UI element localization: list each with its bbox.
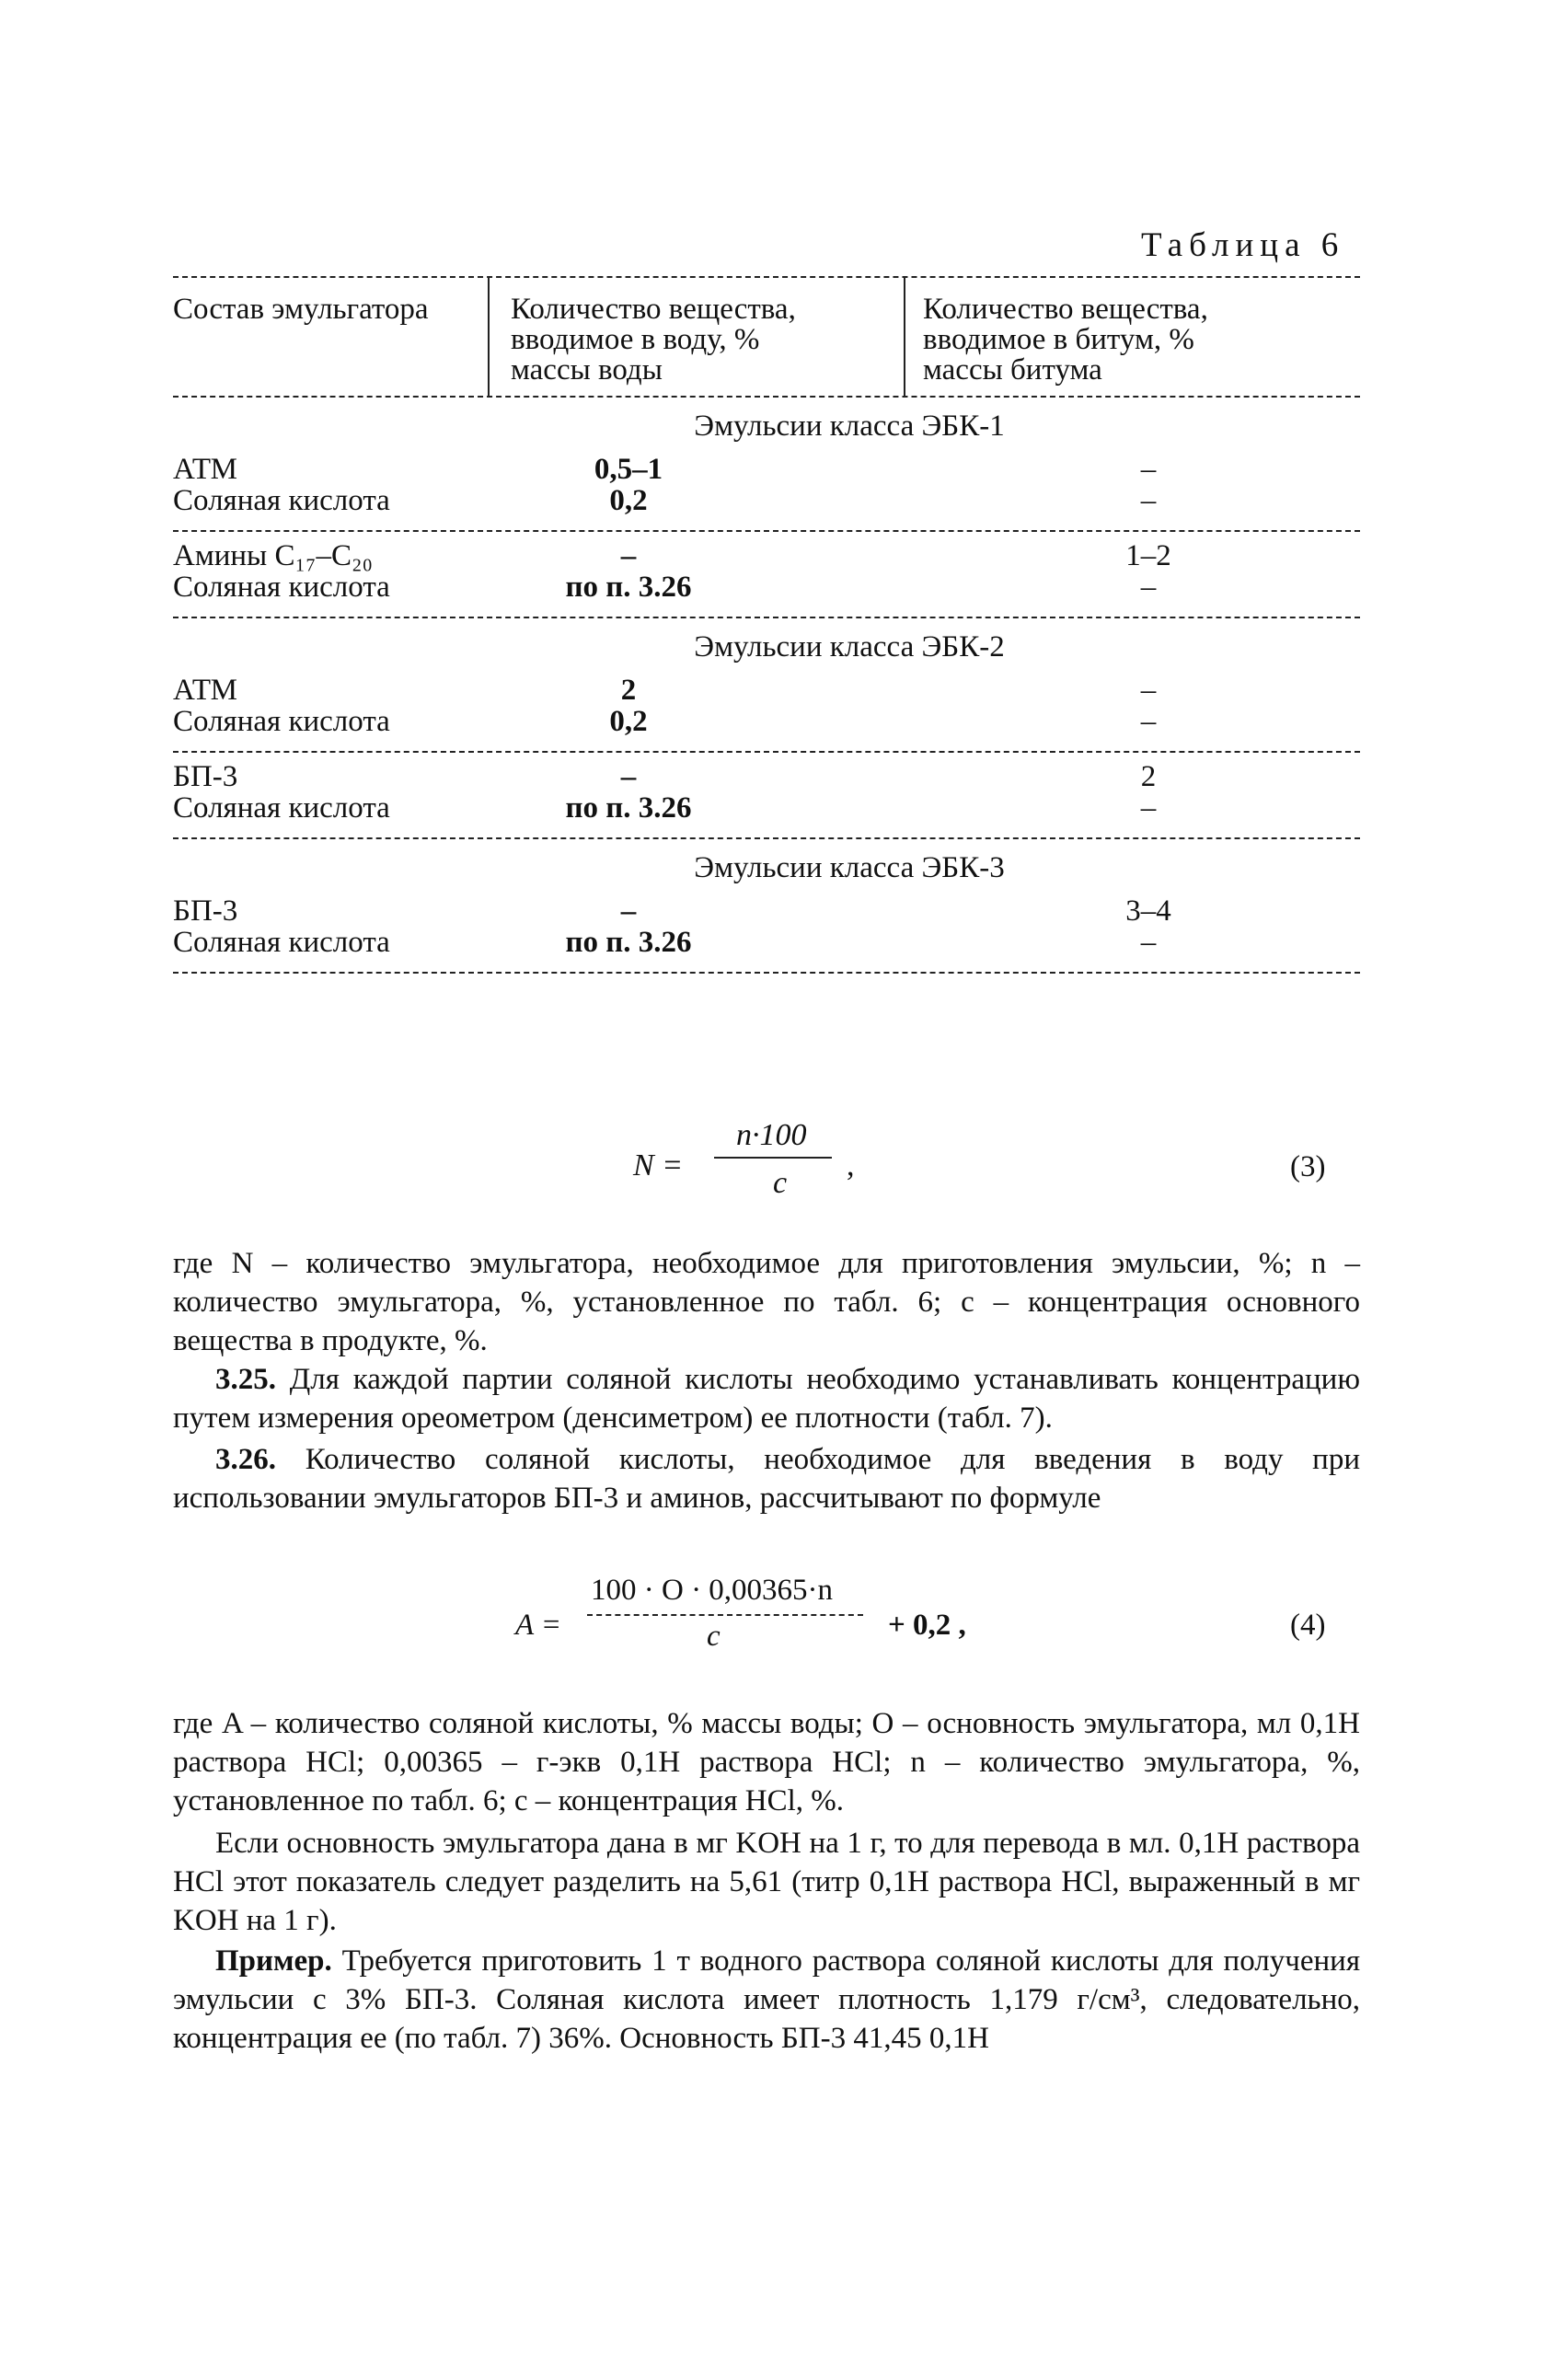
- cell-water: 0,2: [609, 484, 648, 517]
- header-divider: [904, 278, 905, 396]
- example-text: Требуется приготовить 1 т водного раствора соляной кислоты для получения эмульсии с 3% БП-3. Соляная кислота имеет плотность 1,179 г/см³, следовательно, концентрация ее (по табл. 7) 36%. Основность БП-3 41,45 0,1H: [173, 1944, 1360, 2055]
- cell-water: –: [620, 760, 637, 793]
- formula-numerator: n·100: [736, 1118, 807, 1152]
- example-label: Пример.: [215, 1944, 332, 1978]
- cell-water: –: [620, 894, 637, 928]
- cell-water: 2: [620, 674, 637, 707]
- fraction-bar: [714, 1157, 832, 1159]
- formula-denominator: c: [707, 1620, 721, 1653]
- formula-denominator: c: [773, 1166, 788, 1200]
- spacer: [173, 825, 1360, 837]
- clause-number: 3.25.: [215, 1363, 276, 1396]
- paragraph-text: Если основность эмульгатора дана в мг KOH на 1 г, то для перевода в мл. 0,1H раствора HCl этот показатель следует разделить на 5,61 (титр 0,1H раствора HCl, выраженный в мг KOH на 1 г).: [173, 1827, 1360, 1937]
- header-bitumen-amount: Количество вещества, вводимое в битум, % массы битума: [923, 293, 1208, 386]
- cell-bitumen: –: [1140, 571, 1157, 604]
- cell-bitumen: 3–4: [1125, 894, 1171, 928]
- table-header: [173, 278, 1360, 396]
- equation-number-3: (3): [1290, 1150, 1326, 1183]
- formula-4: [515, 1574, 1159, 1675]
- cell-bitumen: –: [1140, 484, 1157, 517]
- header-water-amount: Количество вещества, вводимое в воду, % массы воды: [511, 293, 796, 386]
- header-composition: Состав эмульгатора: [173, 293, 429, 326]
- cell-composition: Соляная кислота: [173, 791, 390, 825]
- table-row: [173, 707, 1360, 738]
- cell-composition: БП-3: [173, 760, 238, 793]
- formula-3: [633, 1118, 1185, 1210]
- cell-composition: Соляная кислота: [173, 926, 390, 959]
- cell-water: 0,5–1: [594, 453, 663, 486]
- clause-number: 3.26.: [215, 1443, 276, 1476]
- cell-bitumen: –: [1140, 674, 1157, 707]
- cell-bitumen: –: [1140, 453, 1157, 486]
- section-title: Эмульсии класса ЭБК-1: [694, 410, 1005, 443]
- section-title: Эмульсии класса ЭБК-3: [694, 851, 1005, 884]
- formula-lhs: A =: [515, 1609, 562, 1642]
- spacer: [173, 738, 1360, 751]
- table-row: [173, 928, 1360, 959]
- section-title: Эмульсии класса ЭБК-2: [694, 630, 1005, 663]
- data-table: [173, 276, 1360, 974]
- table-body: [173, 398, 1360, 974]
- spacer: [173, 517, 1360, 530]
- table-row: [173, 675, 1360, 707]
- equation-number-4: (4): [1290, 1609, 1326, 1642]
- cell-composition: Соляная кислота: [173, 705, 390, 738]
- cell-water: 0,2: [609, 705, 648, 738]
- cell-water: по п. 3.26: [565, 926, 692, 959]
- fraction-bar: [587, 1614, 863, 1616]
- cell-composition: БП-3: [173, 894, 238, 928]
- spacer: [173, 604, 1360, 617]
- table-row: [173, 762, 1360, 793]
- cell-bitumen: 1–2: [1125, 539, 1171, 572]
- cell-bitumen: 2: [1140, 760, 1157, 793]
- formula-lhs: N =: [633, 1148, 684, 1182]
- cell-composition: Соляная кислота: [173, 571, 390, 604]
- cell-water: –: [620, 539, 637, 572]
- clause-3-26: [173, 1440, 1360, 1517]
- formula-numerator: 100 · O · 0,00365·n: [591, 1574, 834, 1607]
- table-row: [173, 793, 1360, 825]
- cell-water: по п. 3.26: [565, 791, 692, 825]
- formula-punctuation: ,: [847, 1148, 855, 1182]
- table-row: [173, 486, 1360, 517]
- cell-bitumen: –: [1140, 705, 1157, 738]
- paragraph-text: где A – количество соляной кислоты, % массы воды; O – основность эмульгатора, мл 0,1H раствора HCl; 0,00365 – г-экв 0,1H раствора HCl; n – количество эмульгатора, %, установленное по табл. 6; c – концентрация HCl, %.: [173, 1707, 1360, 1817]
- cell-water: по п. 3.26: [565, 571, 692, 604]
- section-rule: [173, 972, 1360, 974]
- paragraph-where-a: [173, 1704, 1360, 1820]
- table-row: [173, 541, 1360, 572]
- cell-bitumen: –: [1140, 926, 1157, 959]
- cell-composition: АТМ: [173, 674, 237, 707]
- cell-composition: АТМ: [173, 453, 237, 486]
- cell-bitumen: –: [1140, 791, 1157, 825]
- clause-3-25: [173, 1360, 1360, 1437]
- table-caption: Таблица 6: [1141, 226, 1345, 264]
- clause-text: Для каждой партии соляной кислоты необходимо устанавливать концентрацию путем измерения ореометром (денсиметром) ее плотности (табл. 7).: [173, 1363, 1360, 1435]
- clause-text: Количество соляной кислоты, необходимое для введения в воду при использовании эмульгаторов БП-3 и аминов, рассчитывают по формуле: [173, 1443, 1360, 1515]
- cell-composition: Соляная кислота: [173, 484, 390, 517]
- table-row: [173, 896, 1360, 928]
- spacer: [173, 753, 1360, 762]
- paragraph-where-n: [173, 1244, 1360, 1360]
- spacer: [173, 959, 1360, 972]
- paragraph-text: где N – количество эмульгатора, необходимое для приготовления эмульсии, %; n – количество эмульгатора, %, установленное по табл. 6; c – концентрация основного вещества в продукте, %.: [173, 1247, 1360, 1357]
- table-row: [173, 572, 1360, 604]
- paragraph-koh: [173, 1824, 1360, 1940]
- table-row: [173, 455, 1360, 486]
- cell-composition: Амины C₁₇–C₂₀: [173, 539, 373, 572]
- paragraph-example: [173, 1942, 1360, 2058]
- header-divider: [488, 278, 490, 396]
- formula-tail: + 0,2 ,: [888, 1609, 966, 1642]
